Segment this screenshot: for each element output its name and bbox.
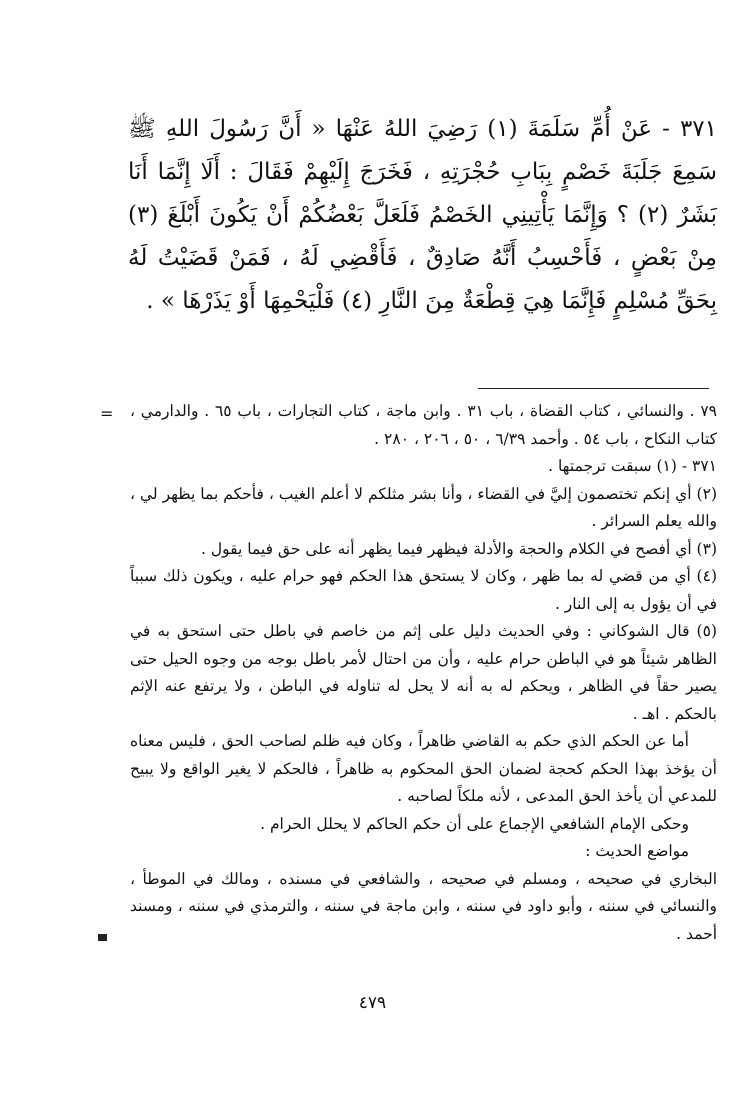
mawadi-heading: مواضع الحديث : — [585, 842, 689, 860]
footnote-4: (٤) أي من قضي له بما ظهر ، وكان لا يستحق هذا الحكم فهو حرام عليه ، ويكون ذلك سبباً في أن يؤول به إلى النار . — [130, 567, 717, 613]
scan-edge-mark — [98, 934, 107, 941]
footnote-hukm-paragraph: أما عن الحكم الذي حكم به القاضي ظاهراً ، وكان فيه ظلم لصاحب الحق ، فليس معناه أن يؤخذ بهذا الحكم كحجة لضمان الحق المحكوم به ظاهراً ، فالحكم لا يغير الواقع ولا يبيح للمدعي أن يأخذ الحق المدعى ، لأنه ملكاً لصاحبه . — [130, 732, 717, 805]
footnotes-block — [130, 398, 717, 948]
footnote-3: (٣) أي أفصح في الكلام والحجة والأدلة فيظهر فيما يظهر أنه على حق فيما يقول . — [201, 539, 717, 558]
hadith-text-block — [128, 108, 717, 323]
hadith-371-text: ٣٧١ - عَنْ أُمِّ سَلَمَةَ (١) رَضِيَ اللهُ عَنْهَا « أَنَّ رَسُولَ اللهِ ﷺ سَمِعَ جَلَبَةَ خَصْمٍ بِبَابِ حُجْرَتِهِ ، فَخَرَجَ إِلَيْهِمْ فَقَالَ : أَلَا إِنَّمَا أَنَا بَشَرٌ (٢) ؟ وَإِنَّمَا يَأْتِينِي الخَصْمُ فَلَعَلَّ بَعْضُكُمْ أَنْ يَكُونَ أَبْلَغَ (٣) مِنْ بَعْضٍ ، فَأَحْسِبُ أَنَّهُ صَادِقٌ ، فَأَقْضِي لَهُ ، فَمَنْ قَضَيْتُ لَهُ بِحَقِّ مُسْلِمٍ فَإِنَّمَا هِيَ قِطْعَةٌ مِنَ النَّارِ (٤) فَلْيَحْمِهَا أَوْ يَذَرْهَا » . — [128, 116, 717, 314]
page-number: ٤٧٩ — [358, 993, 387, 1013]
mawadi-text: البخاري في صحيحه ، ومسلم في صحيحه ، والشافعي في مسنده ، ومالك في الموطأ ، والنسائي في سننه ، وأبو داود في سننه ، وابن ماجة في سننه ، والترمذي في سننه ، ومسند أحمد . — [130, 869, 717, 943]
footnote-ref-79: ٧٩ . والنسائي ، كتاب القضاة ، باب ٣١ . وابن ماجة ، كتاب التجارات ، باب ٦٥ . والدارمي ، كتاب النكاح ، باب ٥٤ . وأحمد ٦/٣٩ ، ٥٠ ، ٢٠٦ ، ٢٨٠ . — [130, 402, 718, 448]
footnote-ijma-paragraph: وحكى الإمام الشافعي الإجماع على أن حكم الحاكم لا يحلل الحرام . — [260, 814, 689, 833]
footnote-continuation-mark: = — [100, 404, 114, 423]
footnote-separator-rule — [478, 388, 709, 389]
footnote-1: ٣٧١ - (١) سبقت ترجمتها . — [548, 457, 717, 475]
footnote-5: (٥) قال الشوكاني : وفي الحديث دليل على إثم من خاصم في باطل حتى استحق به في الظاهر شيئاً هو في الباطن حرام عليه ، وأن من احتال لأمر باطل بوجه من وجوه الحيل حتى يصير حقاً في الظاهر ، ويحكم له به أنه لا يحل له تناوله في الباطن ، ولا يرتفع عنه الإثم بالحكم . اهـ . — [130, 622, 717, 723]
footnote-2: (٢) أي إنكم تختصمون إليَّ في القضاء ، وأنا بشر مثلكم لا أعلم الغيب ، فأحكم بما يظهر لي ، والله يعلم السرائر . — [130, 484, 717, 530]
